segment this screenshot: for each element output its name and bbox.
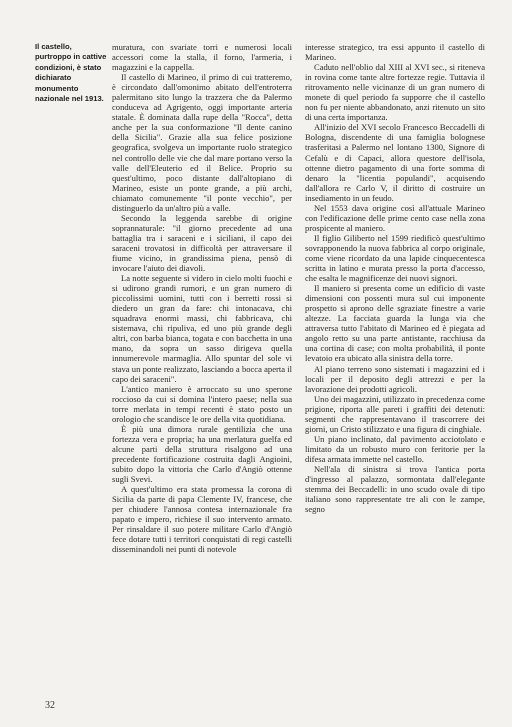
paragraph: L'antico maniero è arroccato su uno sperone roccioso da cui si domina l'intero paese; nella sua torre merlata in tempi recenti è stato posto un orologio che scandisce le ore della vita quotidiana. bbox=[112, 383, 292, 424]
text-column-right bbox=[305, 42, 485, 697]
page-number: 32 bbox=[45, 700, 55, 711]
paragraph: All'inizio del XVI secolo Francesco Beccadelli di Bologna, discendente di una famiglia bolognese trasferitasi a Palermo nel lontano 1300, Signore di Cefalù e di Capaci, allora questore dell'isola, ottenne dietro pagamento di una forte somma di denaro la "licentia populandi", acquisendo dall'allora re Carlo V, il diritto di costruire un insediamento in un feudo. bbox=[305, 122, 485, 203]
paragraph: È più una dimora rurale gentilizia che una fortezza vera e propria; ha una merlatura guelfa ed alcune parti della struttura risalgono ad una precedente fortificazione costruita dagli Angioini, subito dopo la vittoria che Carlo d'Angiò ottenne sugli Svevi. bbox=[112, 423, 292, 485]
paragraph: muratura, con svariate torri e numerosi locali accessori come la stalla, il forno, l'armeria, i magazzini e la cappella. bbox=[112, 42, 292, 73]
paragraph: Il castello di Marineo, il primo di cui tratteremo, è circondato dall'omonimo abitato dell'entroterra palermitano sito lungo la trazzera che da Palermo conduceva ad Agrigento, oggi importante arteria statale. È dominata dalla rupe della "Rocca", detta anche per la sua conformazione "Il dente canino della Sicilia". Grazie alla sua felice posizione geografica, svolgeva un importante ruolo strategico nel controllo delle vie che dal mare portano verso la valle dell'Eleuterio ed il Belice. Proprio su quest'ultimo, poco distante dall'altopiano di Marineo, esiste un ponte grande, a più archi, chiamato comunemente "il ponte vecchio", per distinguerlo da un'altro più a valle. bbox=[112, 72, 292, 213]
paragraph: interesse strategico, tra essi appunto il castello di Marineo. bbox=[305, 42, 485, 63]
paragraph: Il maniero si presenta come un edificio di vaste dimensioni con possenti mura sul cui imponente prospetto si aprono delle sgraziate finestre a varie altezze. La facciata guarda la lunga via che attraversa tutto l'abitato di Marineo ed è piegata ad angolo retto su una parte antistante, racchiusa da una cortina di case; con molta probabilità, il ponte levatoio era ubicato alla sinistra della torre. bbox=[305, 283, 485, 364]
paragraph: Caduto nell'oblio dal XIII al XVI sec., si riteneva in rovina come tante altre fortezze regie. Tuttavia il ritrovamento nelle vicinanze di un gran numero di monete di quel periodo fa supporre che il castello non fu per niente abbandonato, anzi ritenuto un sito di una certa importanza. bbox=[305, 62, 485, 123]
paragraph: Un piano inclinato, dal pavimento acciotolato e limitato da un robusto muro con feritorie per la difesa armata immette nel castello. bbox=[305, 433, 485, 464]
paragraph: La notte seguente si videro in cielo molti fuochi e si udirono grandi rumori, e un gran numero di piccolissimi uomini, tutti con i berretti rossi si diedero un gran da fare: chi intonacava, chi squadrava enormi massi, chi fabbricava, chi sistemava, chi ripuliva, ed uno più grande degli altri, con barba bianca, togata e con bacchetta in una mano, da sopra un sasso dirigeva quella innumerevole marmaglia. Allo spuntar del sole vi stava un ponte realizzato, lasciando a bocca aperta il capo dei saraceni". bbox=[112, 273, 292, 384]
paragraph: Nell'ala di sinistra si trova l'antica porta d'ingresso al palazzo, sormontata dall'elegante stemma dei Beccadelli: in uno scudo ovale di tipo italiano sono rappresentate tre ali con le zampe, segno bbox=[305, 463, 485, 515]
paragraph: Al piano terreno sono sistemati i magazzini ed i locali per il deposito degli attrezzi e per la lavorazione dei prodotti agricoli. bbox=[305, 363, 485, 394]
text-column-left bbox=[112, 42, 292, 697]
paragraph: A quest'ultimo era stata promessa la corona di Sicilia da parte di papa Clemente IV, francese, che per chiudere l'annosa contesa internazionale fra papato e impero, richiese il suo intervento armato. Per rinsaldare il suo potere militare Carlo d'Angiò fece dotare tutti i territori conquistati di regi castelli disseminandoli nei punti di notevole bbox=[112, 484, 292, 555]
paragraph: Il figlio Giliberto nel 1599 riedificò quest'ultimo sovrapponendo la nuova fabbrica al corpo originale, come viene ricordato da una lapide cinquecentesca scritta in latino e murata presso la porta d'accesso, che esalta le magnificenze dei nuovi signori. bbox=[305, 232, 485, 284]
paragraph: Secondo la leggenda sarebbe di origine soprannaturale: "il giorno precedente ad una battaglia tra i saraceni e i siciliani, il capo dei saraceni trovatosi in difficoltà per attraversare il fiume vicino, in grandissima piena, pensò di invocare l'aiuto dei diavoli. bbox=[112, 212, 292, 274]
photo-caption: Il castello, purtroppo in cattive condizioni, è stato dichiarato monumento nazionale nel 1913. bbox=[35, 42, 107, 104]
paragraph: Nel 1553 dava origine così all'attuale Marineo con l'edificazione delle prime cento case nella zona prospicente al maniero. bbox=[305, 202, 485, 233]
paragraph: Uno dei magazzini, utilizzato in precedenza come prigione, riporta alle pareti i graffiti dei detenuti: segmenti che rappresentavano il trascorrere dei giorni, un Cristo stilizzato e una figura di cinghiale. bbox=[305, 393, 485, 434]
